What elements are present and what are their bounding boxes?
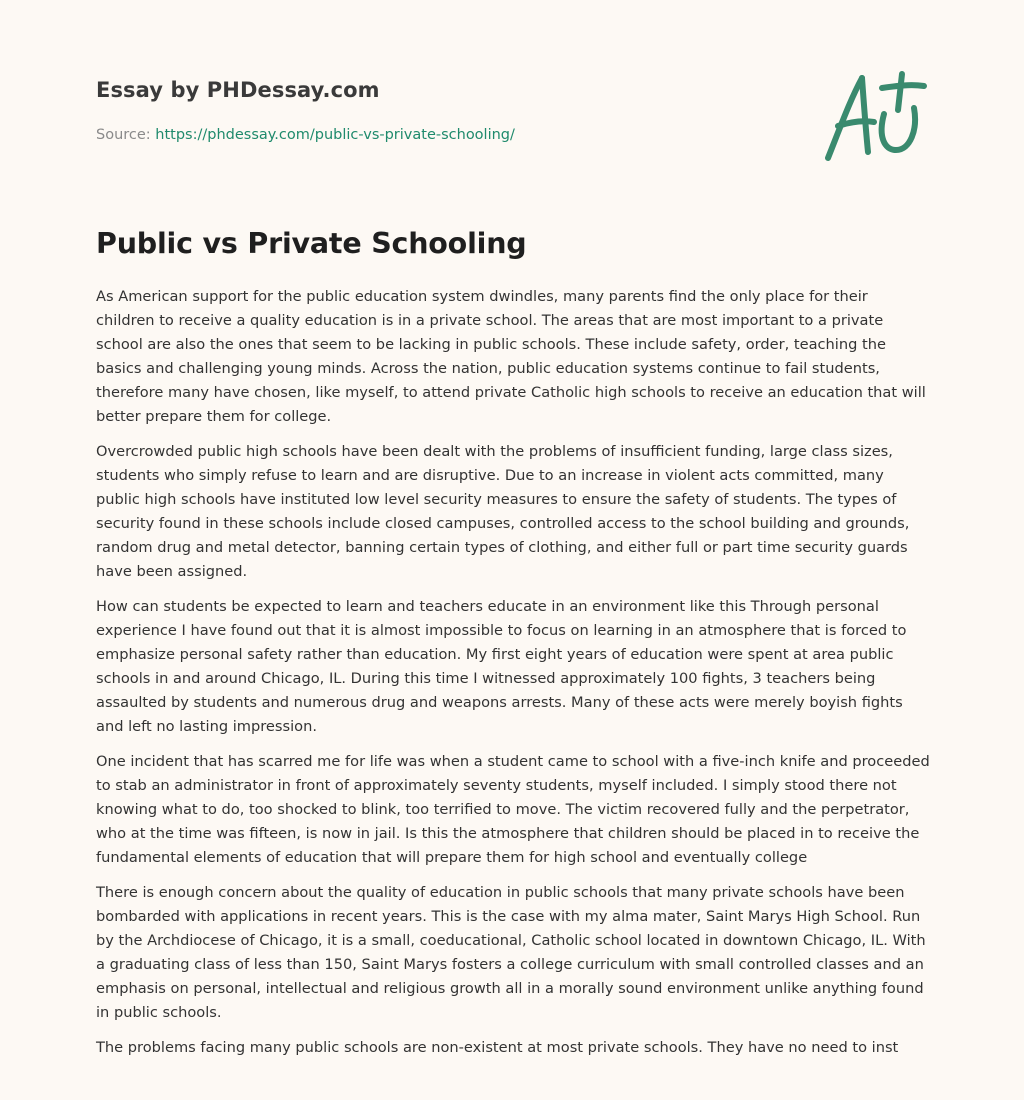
a-plus-logo-icon (818, 66, 930, 168)
essay-paragraph: How can students be expected to learn and teachers educate in an environment like this Through personal experience I have found out that it is almost impossible to focus on learning in an atmosphere that is forced to emphasize personal safety rather than education. My first eight years of education were spent at area public schools in and around Chicago, IL. During this time I witnessed approximately 100 fights, 3 teachers being assaulted by students and numerous drug and weapons arrests. Many of these acts were merely boyish fights and left no lasting impression. (96, 598, 907, 735)
essay-paragraph: Overcrowded public high schools have been dealt with the problems of insufficient funding, large class sizes, students who simply refuse to learn and are disruptive. Due to an increase in violent acts committed, many public high schools have instituted low level security measures to ensure the safety of students. The types of security found in these schools include closed campuses, controlled access to the school building and grounds, random drug and metal detector, banning certain types of clothing, and either full or part time security guards have been assigned. (96, 443, 910, 580)
source-label: Source: (96, 127, 151, 143)
essay-paragraph: As American support for the public education system dwindles, many parents find the only place for their children to receive a quality education is in a private school. The areas that are most important to a private school are also the ones that seem to be lacking in public schools. These include safety, order, teaching the basics and challenging young minds. Across the nation, public education systems continue to fail students, therefore many have chosen, like myself, to attend private Catholic high schools to receive an education that will better prepare them for college. (96, 288, 926, 425)
essay-body (96, 285, 930, 1071)
essay-paragraph: One incident that has scarred me for life was when a student came to school with a five-inch knife and proceeded to stab an administrator in front of approximately seventy students, myself included. I simply stood there not knowing what to do, too shocked to blink, too terrified to move. The victim recovered fully and the perpetrator, who at the time was fifteen, is now in jail. Is this the atmosphere that children should be placed in to receive the fundamental elements of education that will prepare them for high school and eventually college (96, 753, 930, 866)
source-line (96, 124, 796, 146)
essay-title: Public vs Private Schooling (96, 227, 527, 260)
essay-paragraph: There is enough concern about the quality of education in public schools that many private schools have been bombarded with applications in recent years. This is the case with my alma mater, Saint Marys High School. Run by the Archdiocese of Chicago, it is a small, coeducational, Catholic school located in downtown Chicago, IL. With a graduating class of less than 150, Saint Marys fosters a college curriculum with small controlled classes and an emphasis on personal, intellectual and religious growth all in a morally sound environment unlike anything found in public schools. (96, 884, 926, 1021)
essay-paragraph: The problems facing many public schools are non-existent at most private schools. They have no need to inst (96, 1039, 899, 1056)
page-header (96, 72, 796, 146)
source-link[interactable]: https://phdessay.com/public-vs-private-schooling/ (155, 127, 515, 143)
brand-title: Essay by PHDessay.com (96, 78, 380, 102)
